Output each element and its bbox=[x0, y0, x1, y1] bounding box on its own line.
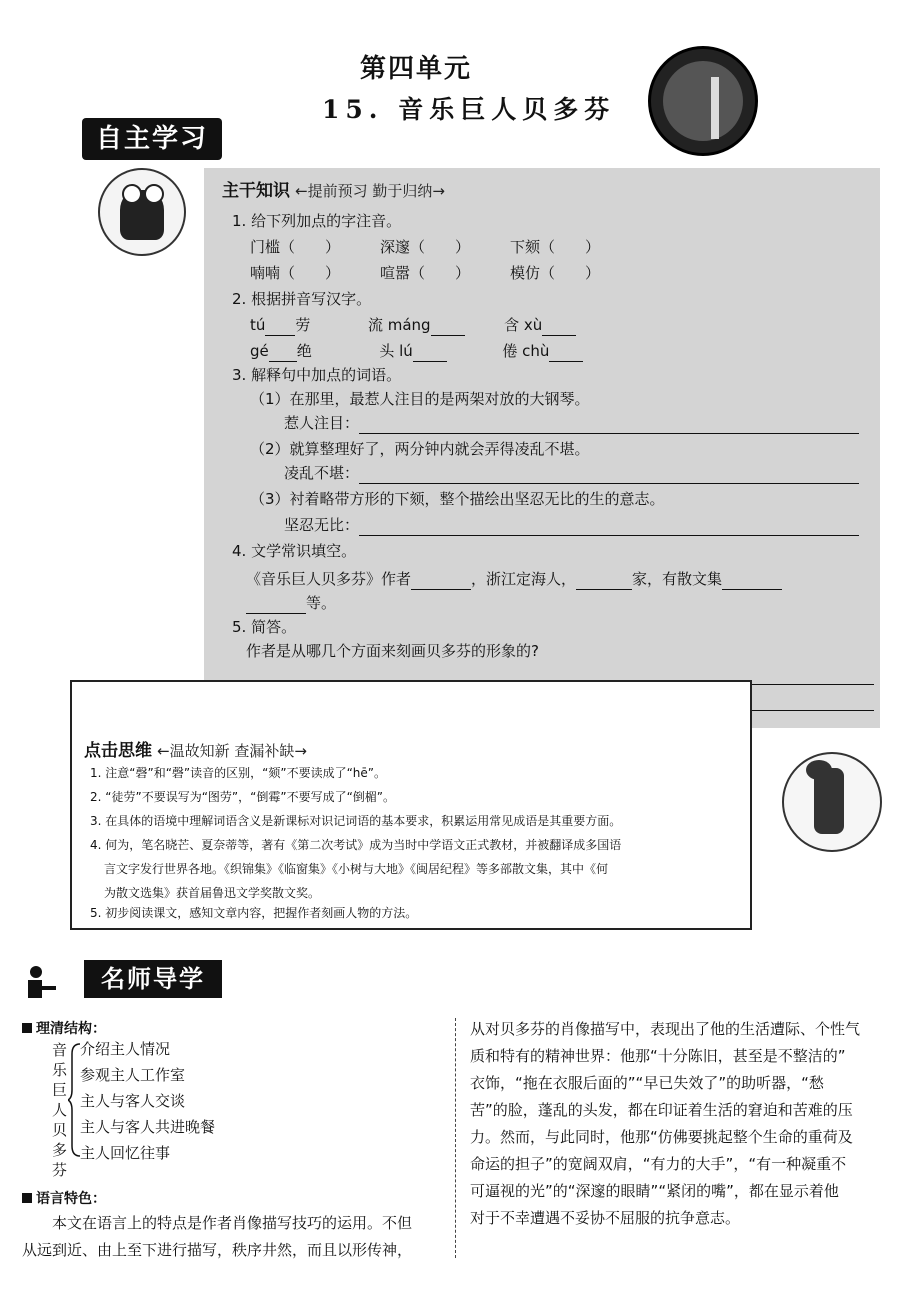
tip-item: 言文字发行世界各地。《织锦集》《临窗集》《小树与大地》《闽居纪程》等多部散文集，其中《何 bbox=[104, 862, 609, 876]
q1-title: 1. 给下列加点的字注音。 bbox=[232, 212, 402, 230]
thinking-heading bbox=[84, 736, 307, 761]
q3-sentence: （3）衬着略带方形的下颏，整个描绘出坚忍无比的生的意志。 bbox=[250, 490, 665, 508]
q3-term: 凌乱不堪： bbox=[284, 464, 360, 482]
structure-list bbox=[80, 1036, 215, 1166]
column-divider bbox=[455, 1018, 456, 1258]
image-inner bbox=[663, 61, 743, 141]
side-char: 乐 bbox=[52, 1061, 68, 1079]
q1-item: 门槛（ ） bbox=[250, 238, 341, 256]
answer-line[interactable] bbox=[359, 415, 859, 434]
teacher-guide-banner bbox=[26, 960, 222, 1002]
q3-term: 坚忍无比： bbox=[284, 516, 360, 534]
para-line: 苦”的脸，蓬乱的头发，都在印证着生活的窘迫和苦难的压 bbox=[470, 1101, 853, 1119]
tip-item: 4. 何为，笔名晓芒、夏奈蒂等，著有《第二次考试》成为当时中学语文正式教材，并被翻译成多国语 bbox=[90, 838, 622, 852]
char: 绝 bbox=[296, 342, 312, 360]
blank[interactable] bbox=[265, 317, 295, 336]
q2-title: 2. 根据拼音写汉字。 bbox=[232, 290, 372, 308]
structure-item: 主人回忆往事 bbox=[80, 1144, 171, 1162]
pinyin: 流 máng bbox=[367, 316, 431, 334]
q4-line1 bbox=[246, 568, 782, 590]
q4-line2 bbox=[246, 592, 336, 614]
language-title bbox=[22, 1188, 106, 1208]
q5-title: 5. 简答。 bbox=[232, 618, 297, 636]
blank[interactable] bbox=[413, 343, 447, 362]
self-study-banner: 自主学习 bbox=[82, 118, 222, 160]
square-bullet-icon bbox=[22, 1193, 32, 1203]
frog-eye-left bbox=[122, 184, 142, 204]
q1-item: 深邃（ ） bbox=[380, 238, 471, 256]
q4-text: 等。 bbox=[306, 594, 337, 612]
blank[interactable] bbox=[269, 343, 297, 362]
q5-question: 作者是从哪几个方面来刻画贝多芬的形象的? bbox=[246, 642, 539, 660]
language-paragraph-left bbox=[22, 1210, 446, 1264]
para-line: 本文在语言上的特点是作者肖像描写技巧的运用。不但 bbox=[52, 1214, 413, 1232]
structure-title-text: 理清结构： bbox=[36, 1021, 106, 1037]
tip-item: 2. “徒劳”不要误写为“图劳”，“倒霉”不要写成了“倒楣”。 bbox=[90, 790, 395, 804]
lesson-title: 15. 音乐巨人贝多芬 bbox=[322, 95, 616, 124]
q1-item: 喃喃（ ） bbox=[250, 264, 341, 282]
q1-item: 喧嚣（ ） bbox=[380, 264, 471, 282]
blank[interactable] bbox=[431, 317, 465, 336]
structure-item: 介绍主人情况 bbox=[80, 1040, 171, 1058]
structure-item: 主人与客人交谈 bbox=[80, 1092, 186, 1110]
char: 劳 bbox=[295, 316, 311, 334]
side-char: 人 bbox=[52, 1101, 68, 1119]
q3-term: 惹人注目： bbox=[284, 414, 360, 432]
blank[interactable] bbox=[549, 343, 583, 362]
pinyin: gé bbox=[250, 342, 269, 360]
tip-item: 为散文选集》获首届鲁迅文学奖散文奖。 bbox=[104, 886, 321, 900]
thinking-subtitle: ←温故知新 查漏补缺→ bbox=[157, 742, 307, 760]
q3-answer-row bbox=[284, 514, 874, 536]
para-line: 从远到近、由上至下进行描写，秩序井然，而且以形传神， bbox=[22, 1241, 413, 1259]
pinyin: 头 lú bbox=[379, 342, 413, 360]
q3-sentence: （2）就算整理好了，两分钟内就会弄得凌乱不堪。 bbox=[250, 440, 590, 458]
tip-item: 1. 注意“磬”和“磬”读音的区别，“颏”不要读成了“hē”。 bbox=[90, 766, 386, 780]
para-line: 命运的担子”的宽阔双肩，“有力的大手”，“有一种凝重不 bbox=[470, 1155, 847, 1173]
structure-item: 主人与客人共进晚餐 bbox=[80, 1118, 216, 1136]
giraffe-mascot-icon bbox=[782, 752, 882, 852]
main-knowledge-heading bbox=[222, 176, 445, 201]
q1-item: 下颏（ ） bbox=[510, 238, 601, 256]
side-char: 音 bbox=[52, 1041, 68, 1059]
q1-item: 模仿（ ） bbox=[510, 264, 601, 282]
structure-title bbox=[22, 1018, 106, 1038]
q3-title: 3. 解释句中加点的词语。 bbox=[232, 366, 402, 384]
pinyin: tú bbox=[250, 316, 266, 334]
tower-icon bbox=[711, 77, 719, 139]
para-line: 力。然而，与此同时，他那“仿佛要挑起整个生命的重荷及 bbox=[470, 1128, 853, 1146]
q4-text: ，浙江定海人， bbox=[471, 570, 577, 588]
collection-blank[interactable] bbox=[722, 571, 782, 590]
side-char: 芬 bbox=[52, 1161, 68, 1179]
q4-text: 《音乐巨人贝多芬》作者 bbox=[246, 570, 412, 588]
teacher-guide-title: 名师导学 bbox=[84, 960, 222, 998]
para-line: 对于不幸遭遇不妥协不屈服的抗争意志。 bbox=[470, 1209, 741, 1227]
side-char: 巨 bbox=[52, 1081, 68, 1099]
structure-side-label bbox=[52, 1040, 68, 1180]
q3-answer-row bbox=[284, 462, 874, 484]
frog-mascot-icon bbox=[98, 168, 186, 256]
answer-line[interactable] bbox=[359, 517, 859, 536]
author-blank[interactable] bbox=[411, 571, 471, 590]
tip-item: 5. 初步阅读课文，感知文章内容，把握作者刻画人物的方法。 bbox=[90, 906, 418, 920]
pinyin: 含 xù bbox=[504, 316, 543, 334]
thinking-title: 点击思维 bbox=[84, 741, 152, 761]
para-line: 可逼视的光”的“深邃的眼睛”“紧闭的嘴”，都在显示着他 bbox=[470, 1182, 839, 1200]
q2-row2 bbox=[250, 340, 583, 362]
square-bullet-icon bbox=[22, 1023, 32, 1033]
unit-title: 第四单元 bbox=[360, 54, 473, 84]
tip-item: 3. 在具体的语境中理解词语含义是新课标对识记词语的基本要求，积累运用常见成语是其重要方面。 bbox=[90, 814, 622, 828]
structure-item: 参观主人工作室 bbox=[80, 1066, 186, 1084]
language-title-text: 语言特色： bbox=[36, 1191, 106, 1207]
pinyin: 倦 chù bbox=[502, 342, 550, 360]
para-line: 质和特有的精神世界：他那“十分陈旧，甚至是不整洁的” bbox=[470, 1047, 846, 1065]
side-char: 多 bbox=[52, 1141, 68, 1159]
q2-row1 bbox=[250, 314, 576, 336]
q4-title: 4. 文学常识填空。 bbox=[232, 542, 357, 560]
q3-sentence: （1）在那里，最惹人注目的是两架对放的大钢琴。 bbox=[250, 390, 590, 408]
para-line: 从对贝多芬的肖像描写中，表现出了他的生活遭际、个性气 bbox=[470, 1020, 861, 1038]
collection-blank-2[interactable] bbox=[246, 595, 306, 614]
q4-text: 家，有散文集 bbox=[632, 570, 723, 588]
decorative-tower-image bbox=[648, 46, 758, 156]
main-knowledge-subtitle: ←提前预习 勤于归纳→ bbox=[295, 182, 445, 200]
para-line: 衣饰，“拖在衣服后面的”“早已失效了”的助听器，“愁 bbox=[470, 1074, 824, 1092]
profession-blank[interactable] bbox=[576, 571, 632, 590]
teacher-icon bbox=[26, 964, 56, 998]
answer-line[interactable] bbox=[359, 465, 859, 484]
main-knowledge-title: 主干知识 bbox=[222, 181, 290, 201]
blank[interactable] bbox=[542, 317, 576, 336]
side-char: 贝 bbox=[52, 1121, 68, 1139]
frog-eye-right bbox=[144, 184, 164, 204]
language-paragraph-right bbox=[470, 1016, 900, 1232]
giraffe-body bbox=[814, 768, 844, 834]
q3-answer-row bbox=[284, 412, 874, 434]
